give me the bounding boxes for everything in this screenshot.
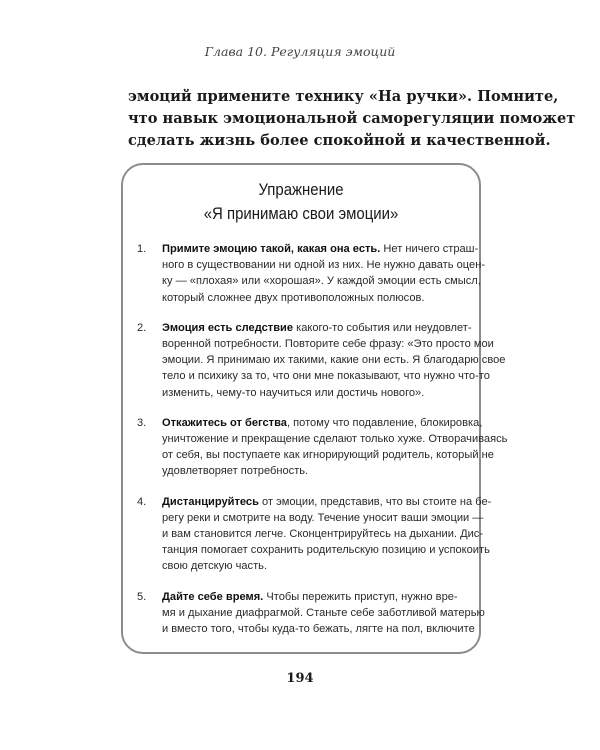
- item-line: тело и психику за то, что они мне показывают, что нужно что-то: [162, 370, 490, 383]
- item-line: [162, 415, 483, 431]
- item-number: 4.: [137, 495, 147, 508]
- item-line: уничтожение и прекращение сделают только хуже. Отворачиваясь: [162, 433, 508, 446]
- item-number: 2.: [137, 321, 147, 334]
- list-item: [137, 589, 485, 638]
- page-number: 194: [286, 671, 314, 686]
- item-line: [162, 589, 471, 605]
- exercise-title: [143, 178, 460, 226]
- list-item: [137, 494, 492, 575]
- exercise-steps-list: [137, 241, 508, 637]
- item-line: и вместо того, чтобы куда-то бежать, лягте на пол, включите: [162, 623, 475, 636]
- intro-line: что навык эмоциональной саморегуляции поможет: [128, 110, 576, 127]
- item-line: [162, 320, 471, 336]
- item-line: удовлетворяет потребность.: [162, 465, 309, 478]
- running-header: Глава 10. Регуляция эмоций: [204, 44, 396, 59]
- item-line: [162, 241, 479, 257]
- item-lead-rest: какого-то события или неудовлет-: [293, 321, 472, 334]
- item-line: регу реки и смотрите на воду. Течение уносит ваши эмоции —: [162, 511, 484, 524]
- item-line: [162, 494, 492, 510]
- exercise-title-line1: Упражнение: [258, 180, 344, 199]
- item-lead-rest: , потому что подавление, блокировка,: [286, 416, 483, 429]
- item-line: танция помогает сохранить родительскую позицию и успокоить: [162, 544, 490, 557]
- list-item: [137, 320, 506, 401]
- item-line: и вам становится легче. Сконцентрируйтесь на дыхании. Дис-: [162, 528, 484, 541]
- item-bold-lead: Дайте себе время.: [162, 590, 264, 603]
- intro-paragraph: [128, 86, 576, 152]
- item-lead-rest: Чтобы пережить приступ, нужно вре-: [263, 590, 458, 603]
- item-number: 5.: [137, 590, 147, 603]
- item-line: изменить, чему-то научиться или достичь нового».: [162, 386, 425, 399]
- item-bold-lead: Эмоция есть следствие: [162, 321, 294, 334]
- item-line: ку — «плохая» или «хорошая». У каждой эмоции есть смысл,: [162, 275, 481, 288]
- item-line: эмоции. Я принимаю их такими, какие они есть. Я благодарю свое: [162, 354, 506, 367]
- item-bold-lead: Примите эмоцию такой, какая она есть.: [162, 243, 381, 255]
- list-item: [137, 415, 508, 480]
- item-line: ного в существовании ни одной из них. Не нужно давать оцен-: [162, 259, 486, 272]
- list-item: [137, 241, 486, 306]
- item-number: 1.: [137, 243, 147, 255]
- item-lead-rest: Нет ничего страш-: [380, 243, 479, 255]
- intro-line: эмоций примените технику «На ручки». Помните,: [128, 88, 559, 105]
- exercise-title-line2: «Я принимаю свои эмоции»: [203, 204, 399, 223]
- item-number: 3.: [137, 416, 147, 429]
- item-line: мя и дыхание диафрагмой. Станьте себе заботливой матерью: [162, 606, 485, 619]
- item-bold-lead: Дистанцируйтесь: [162, 495, 259, 508]
- item-line: который сложнее двух противоположных полюсов.: [162, 291, 425, 304]
- item-bold-lead: Откажитесь от бегства: [162, 416, 287, 429]
- item-lead-rest: от эмоции, представив, что вы стоите на бе-: [258, 495, 492, 508]
- item-line: воренной потребности. Повторите себе фразу: «Это просто мои: [162, 338, 494, 351]
- item-line: свою детскую часть.: [162, 560, 268, 573]
- intro-line: сделать жизнь более спокойной и качественной.: [128, 132, 551, 149]
- item-line: от себя, вы поступаете как игнорирующий родитель, который не: [162, 449, 494, 462]
